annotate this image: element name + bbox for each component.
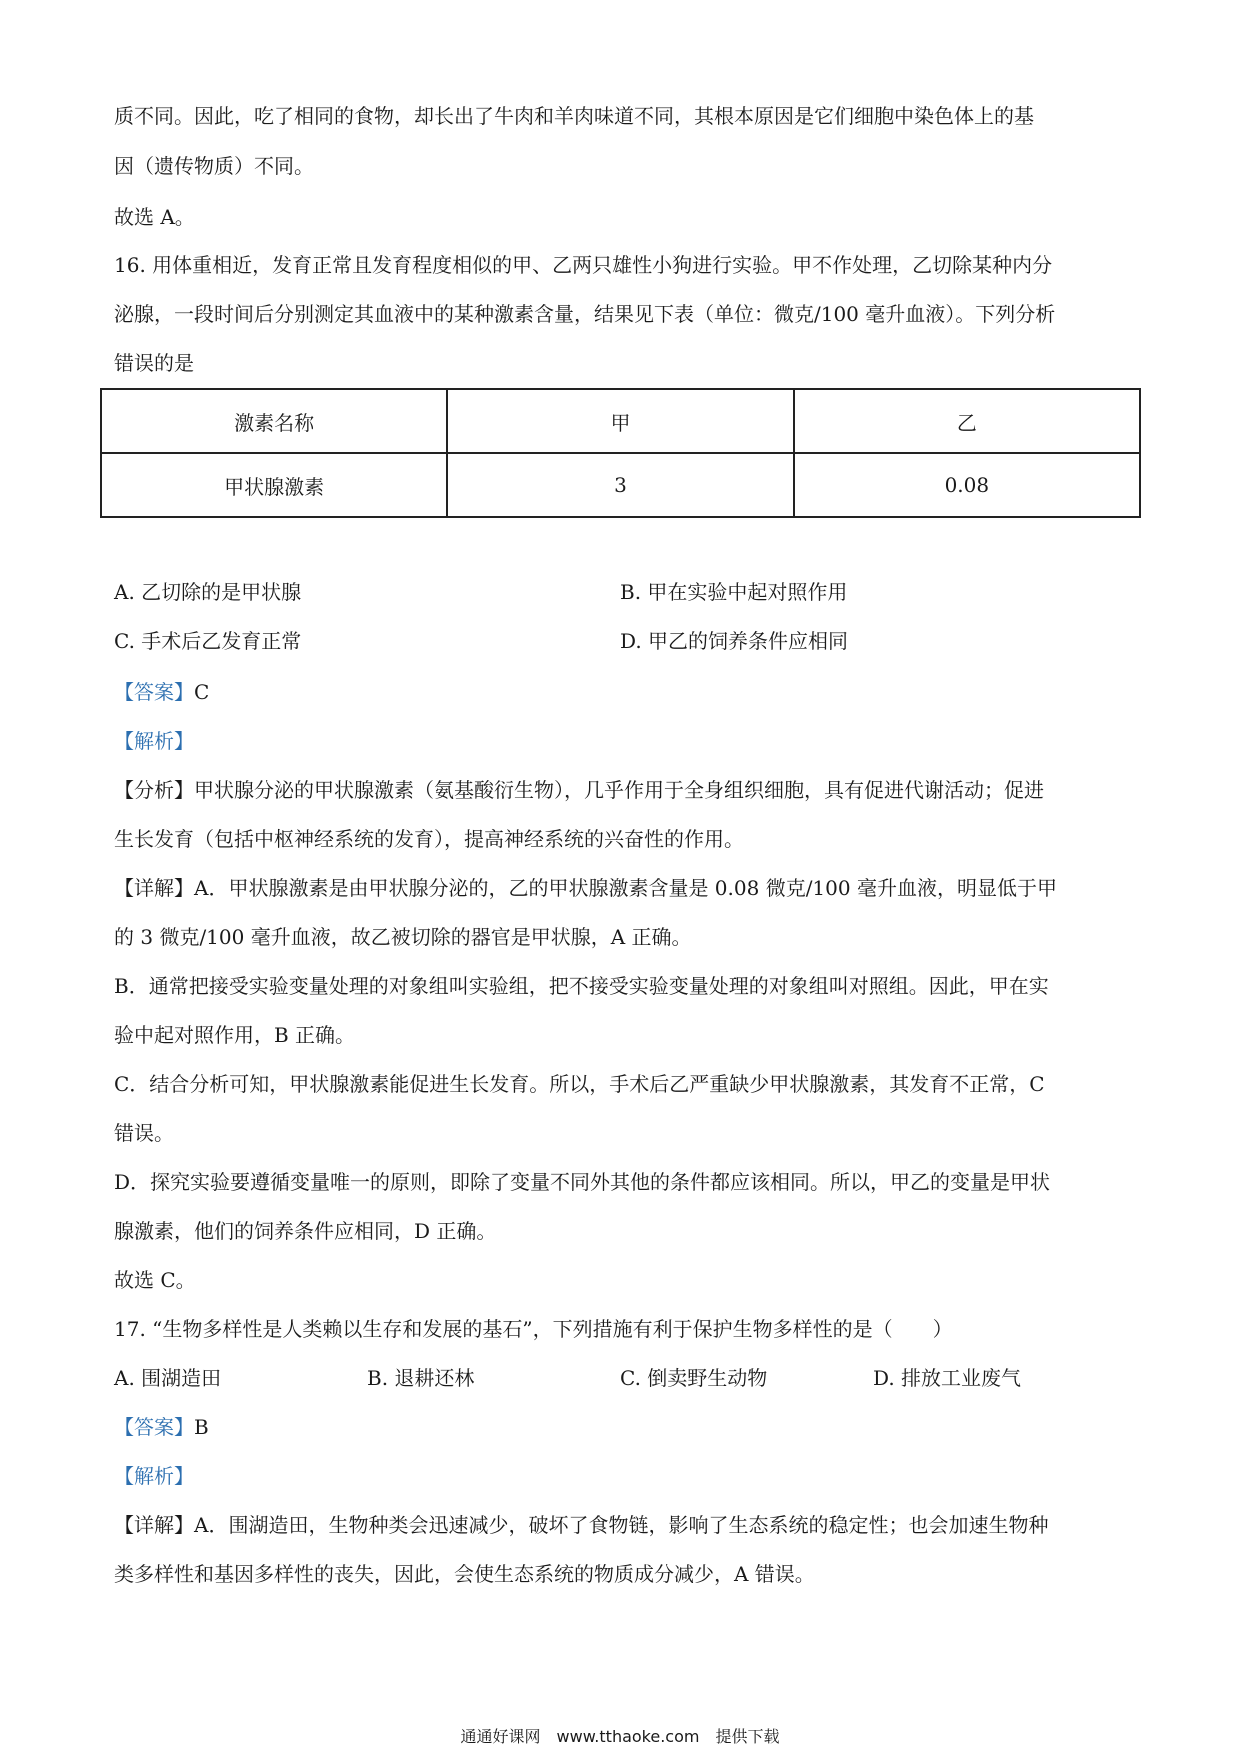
q16-stem: 泌腺，一段时间后分别测定其血液中的某种激素含量，结果见下表（单位：微克/100 毫升血液）。下列分析 <box>114 302 1056 326</box>
q16-option-b: B. 甲在实验中起对照作用 <box>620 580 848 604</box>
q16-fenxi: 【分析】甲状腺分泌的甲状腺激素（氨基酸衍生物），几乎作用于全身组织细胞，具有促进代谢活动；促进 <box>114 778 1044 802</box>
q16-option-a: A. 乙切除的是甲状腺 <box>114 580 302 604</box>
intro-choice: 故选 A。 <box>114 205 195 229</box>
q16-fenxi: 生长发育（包括中枢神经系统的发育），提高神经系统的兴奋性的作用。 <box>114 827 744 851</box>
q16-detail-d: D．探究实验要遵循变量唯一的原则，即除了变量不同外其他的条件都应该相同。所以，甲乙的变量是甲状 <box>114 1170 1051 1194</box>
answer-tag: 【答案】 <box>114 1415 194 1439</box>
table-row <box>101 453 1140 517</box>
q16-detail-b: 验中起对照作用，B 正确。 <box>114 1023 356 1047</box>
analysis-tag: 【解析】 <box>114 729 194 753</box>
q16-detail-b: B．通常把接受实验变量处理的对象组叫实验组，把不接受实验变量处理的对象组叫对照组。因此，甲在实 <box>114 974 1049 998</box>
table-cell: 3 <box>447 453 793 517</box>
analysis-tag: 【解析】 <box>114 1464 194 1488</box>
table-header-cell: 甲 <box>447 389 793 453</box>
intro-line: 质不同。因此，吃了相同的食物，却长出了牛肉和羊肉味道不同，其根本原因是它们细胞中染色体上的基 <box>114 104 1034 128</box>
table-cell: 甲状腺激素 <box>101 453 447 517</box>
q16-detail-c: 错误。 <box>114 1121 174 1145</box>
q16-stem: 错误的是 <box>114 351 194 375</box>
q16-option-c: C. 手术后乙发育正常 <box>114 629 302 653</box>
q17-option-c: C. 倒卖野生动物 <box>620 1366 768 1390</box>
table-header-cell: 激素名称 <box>101 389 447 453</box>
q17-option-a: A. 围湖造田 <box>114 1366 222 1390</box>
page-footer: 通通好课网 www.tthaoke.com 提供下载 <box>460 1727 780 1746</box>
q16-analysis-tag <box>114 727 1134 755</box>
q16-detail-a: 【详解】A．甲状腺激素是由甲状腺分泌的，乙的甲状腺激素含量是 0.08 微克/100 毫升血液，明显低于甲 <box>114 876 1057 900</box>
q17-detail-a: 类多样性和基因多样性的丧失，因此，会使生态系统的物质成分减少，A 错误。 <box>114 1562 815 1586</box>
table-cell: 0.08 <box>794 453 1140 517</box>
hormone-table <box>100 388 1141 518</box>
q17-analysis-tag <box>114 1462 1134 1490</box>
answer-value: C <box>194 680 210 704</box>
intro-line: 因（遗传物质）不同。 <box>114 154 314 178</box>
q17-stem: 17. “生物多样性是人类赖以生存和发展的基石”，下列措施有利于保护生物多样性的是（ ） <box>114 1317 953 1341</box>
q16-option-d: D. 甲乙的饲养条件应相同 <box>620 629 849 653</box>
table-header-row <box>101 389 1140 453</box>
q17-answer <box>114 1413 1134 1441</box>
q16-detail-a: 的 3 微克/100 毫升血液，故乙被切除的器官是甲状腺，A 正确。 <box>114 925 692 949</box>
answer-tag: 【答案】 <box>114 680 194 704</box>
table-header-cell: 乙 <box>794 389 1140 453</box>
q16-stem: 16. 用体重相近，发育正常且发育程度相似的甲、乙两只雄性小狗进行实验。甲不作处理，乙切除某种内分 <box>114 253 1053 277</box>
answer-value: B <box>194 1415 209 1439</box>
q16-detail-c: C．结合分析可知，甲状腺激素能促进生长发育。所以，手术后乙严重缺少甲状腺激素，其发育不正常，C <box>114 1072 1045 1096</box>
q17-detail-a: 【详解】A．围湖造田，生物种类会迅速减少，破坏了食物链，影响了生态系统的稳定性；也会加速生物种 <box>114 1513 1049 1537</box>
q16-detail-d: 腺激素，他们的饲养条件应相同，D 正确。 <box>114 1219 497 1243</box>
q17-option-d: D. 排放工业废气 <box>873 1366 1022 1390</box>
q17-option-b: B. 退耕还林 <box>367 1366 475 1390</box>
q16-choice: 故选 C。 <box>114 1268 196 1292</box>
q16-answer <box>114 678 1134 706</box>
